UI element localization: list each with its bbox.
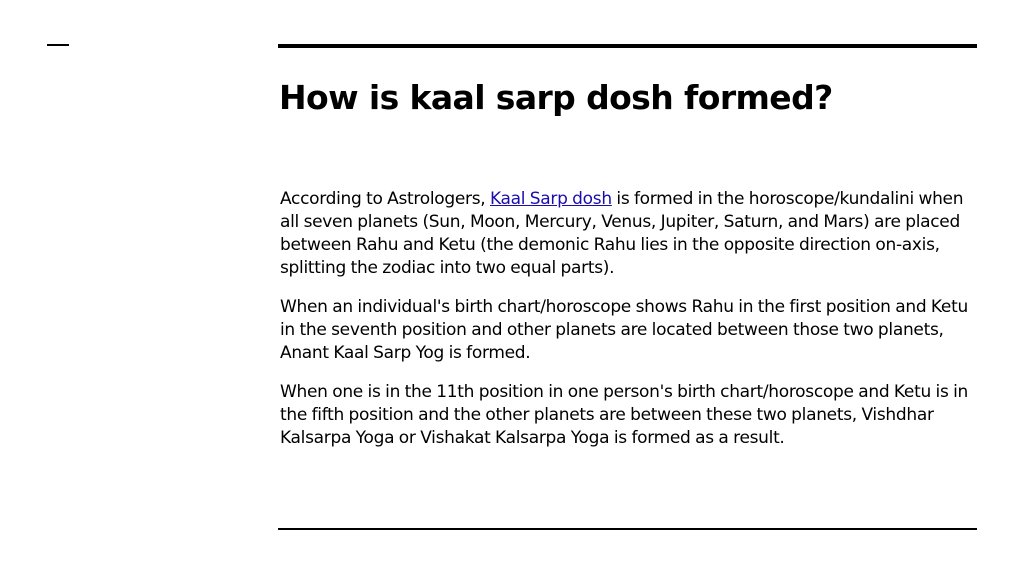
top-divider (278, 44, 977, 48)
slide-body (280, 188, 980, 466)
paragraph-2: When an individual's birth chart/horoscope shows Rahu in the first position and Ketu in the seventh position and other planets are located between those two planets, Anant Kaal Sarp Yog is formed. (280, 297, 968, 363)
bottom-divider (278, 528, 977, 530)
kaal-sarp-dosh-link[interactable]: Kaal Sarp dosh (489, 189, 612, 209)
paragraph-1 (280, 188, 980, 280)
paragraph-3: When one is in the 11th position in one person's birth chart/horoscope and Ketu is in the fifth position and the other planets are between these two planets, Vishdhar Kalsarpa Yoga or Vishakat Kalsarpa Yoga is formed as a result. (280, 382, 968, 448)
slide-title: How is kaal sarp dosh formed? (279, 78, 833, 117)
corner-dash-decoration (47, 44, 69, 46)
paragraph-1-rest: is formed in the horoscope/kundalini when all seven planets (Sun, Moon, Mercury, Venus, Jupiter, Saturn, and Mars) are placed between Rahu and Ketu (the demonic Rahu lies in the opposite direction on-axis, splitting the zodiac into two equal parts). (280, 189, 964, 278)
paragraph-1-intro: According to Astrologers, (280, 189, 490, 209)
